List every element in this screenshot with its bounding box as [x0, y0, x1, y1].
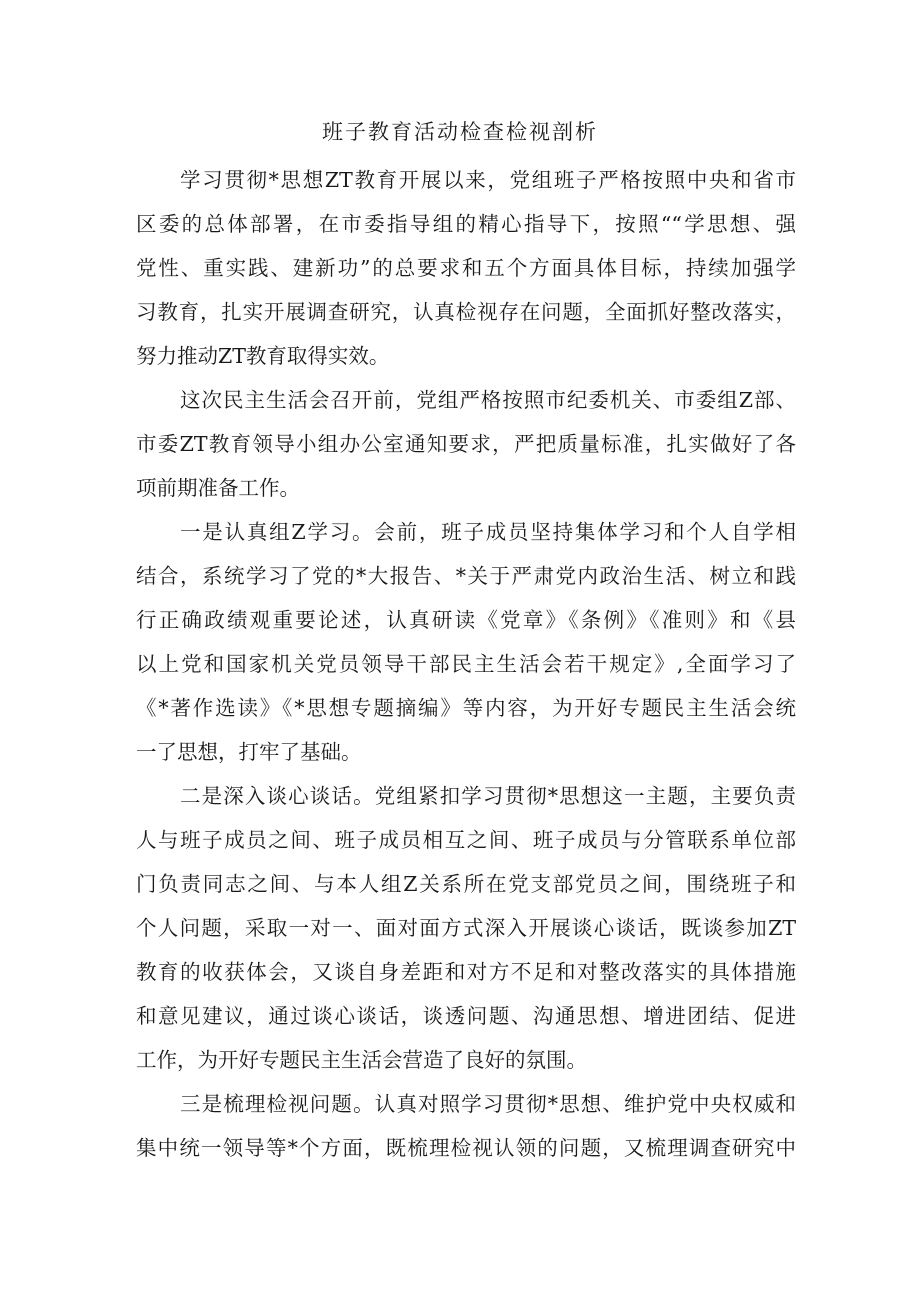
paragraph-line: 努力推动ZT教育取得实效。 [136, 344, 390, 368]
paragraph-line: 习教育，扎实开展调查研究，认真检视存在问题，全面抓好整改落实， [136, 300, 796, 324]
paragraph-line: 门负责同志之间、与本人组Z关系所在党支部党员之间，围绕班子和 [136, 872, 796, 896]
paragraph-line: 区委的总体部署，在市委指导组的精心指导下，按照““学思想、强 [136, 212, 796, 236]
paragraph-line: 教育的收获体会，又谈自身差距和对方不足和对整改落实的具体措施 [136, 960, 796, 984]
paragraph-line: 工作，为开好专题民主生活会营造了良好的氛围。 [136, 1048, 587, 1072]
paragraph-line: 这次民主生活会召开前，党组严格按照市纪委机关、市委组Z部、 [180, 388, 796, 412]
paragraph-line: 行正确政绩观重要论述，认真研读《党章》《条例》《准则》和《县 [136, 608, 796, 632]
paragraph-line: 以上党和国家机关党员领导干部民主生活会若干规定》,全面学习了 [136, 652, 796, 676]
paragraph-line: 《*著作选读》《*思想专题摘编》等内容，为开好专题民主生活会统 [136, 696, 796, 720]
paragraph-line: 和意见建议，通过谈心谈话，谈透问题、沟通思想、增进团结、促进 [136, 1004, 796, 1028]
paragraph-line: 二是深入谈心谈话。党组紧扣学习贯彻*思想这一主题，主要负责 [180, 784, 796, 808]
document-title: 班子教育活动检查检视剖析 [322, 120, 598, 144]
paragraph-line: 三是梳理检视问题。认真对照学习贯彻*思想、维护党中央权威和 [180, 1092, 796, 1116]
paragraph-line: 个人问题，采取一对一、面对面方式深入开展谈心谈话，既谈参加ZT [136, 916, 796, 940]
paragraph-line: 人与班子成员之间、班子成员相互之间、班子成员与分管联系单位部 [136, 828, 796, 852]
paragraph-line: 一是认真组Z学习。会前，班子成员坚持集体学习和个人自学相 [180, 520, 796, 544]
paragraph-line: 党性、重实践、建新功”的总要求和五个方面具体目标，持续加强学 [136, 256, 796, 280]
paragraph-line: 集中统一领导等*个方面，既梳理检视认领的问题，又梳理调查研究中 [136, 1136, 796, 1160]
paragraph-line: 市委ZT教育领导小组办公室通知要求，严把质量标准，扎实做好了各 [136, 432, 796, 456]
paragraph-line: 一了思想，打牢了基础。 [136, 740, 362, 764]
paragraph-line: 学习贯彻*思想ZT教育开展以来，党组班子严格按照中央和省市 [180, 168, 796, 192]
paragraph-line: 结合，系统学习了党的*大报告、*关于严肃党内政治生活、树立和践 [136, 564, 796, 588]
paragraph-line: 项前期准备工作。 [136, 476, 300, 500]
